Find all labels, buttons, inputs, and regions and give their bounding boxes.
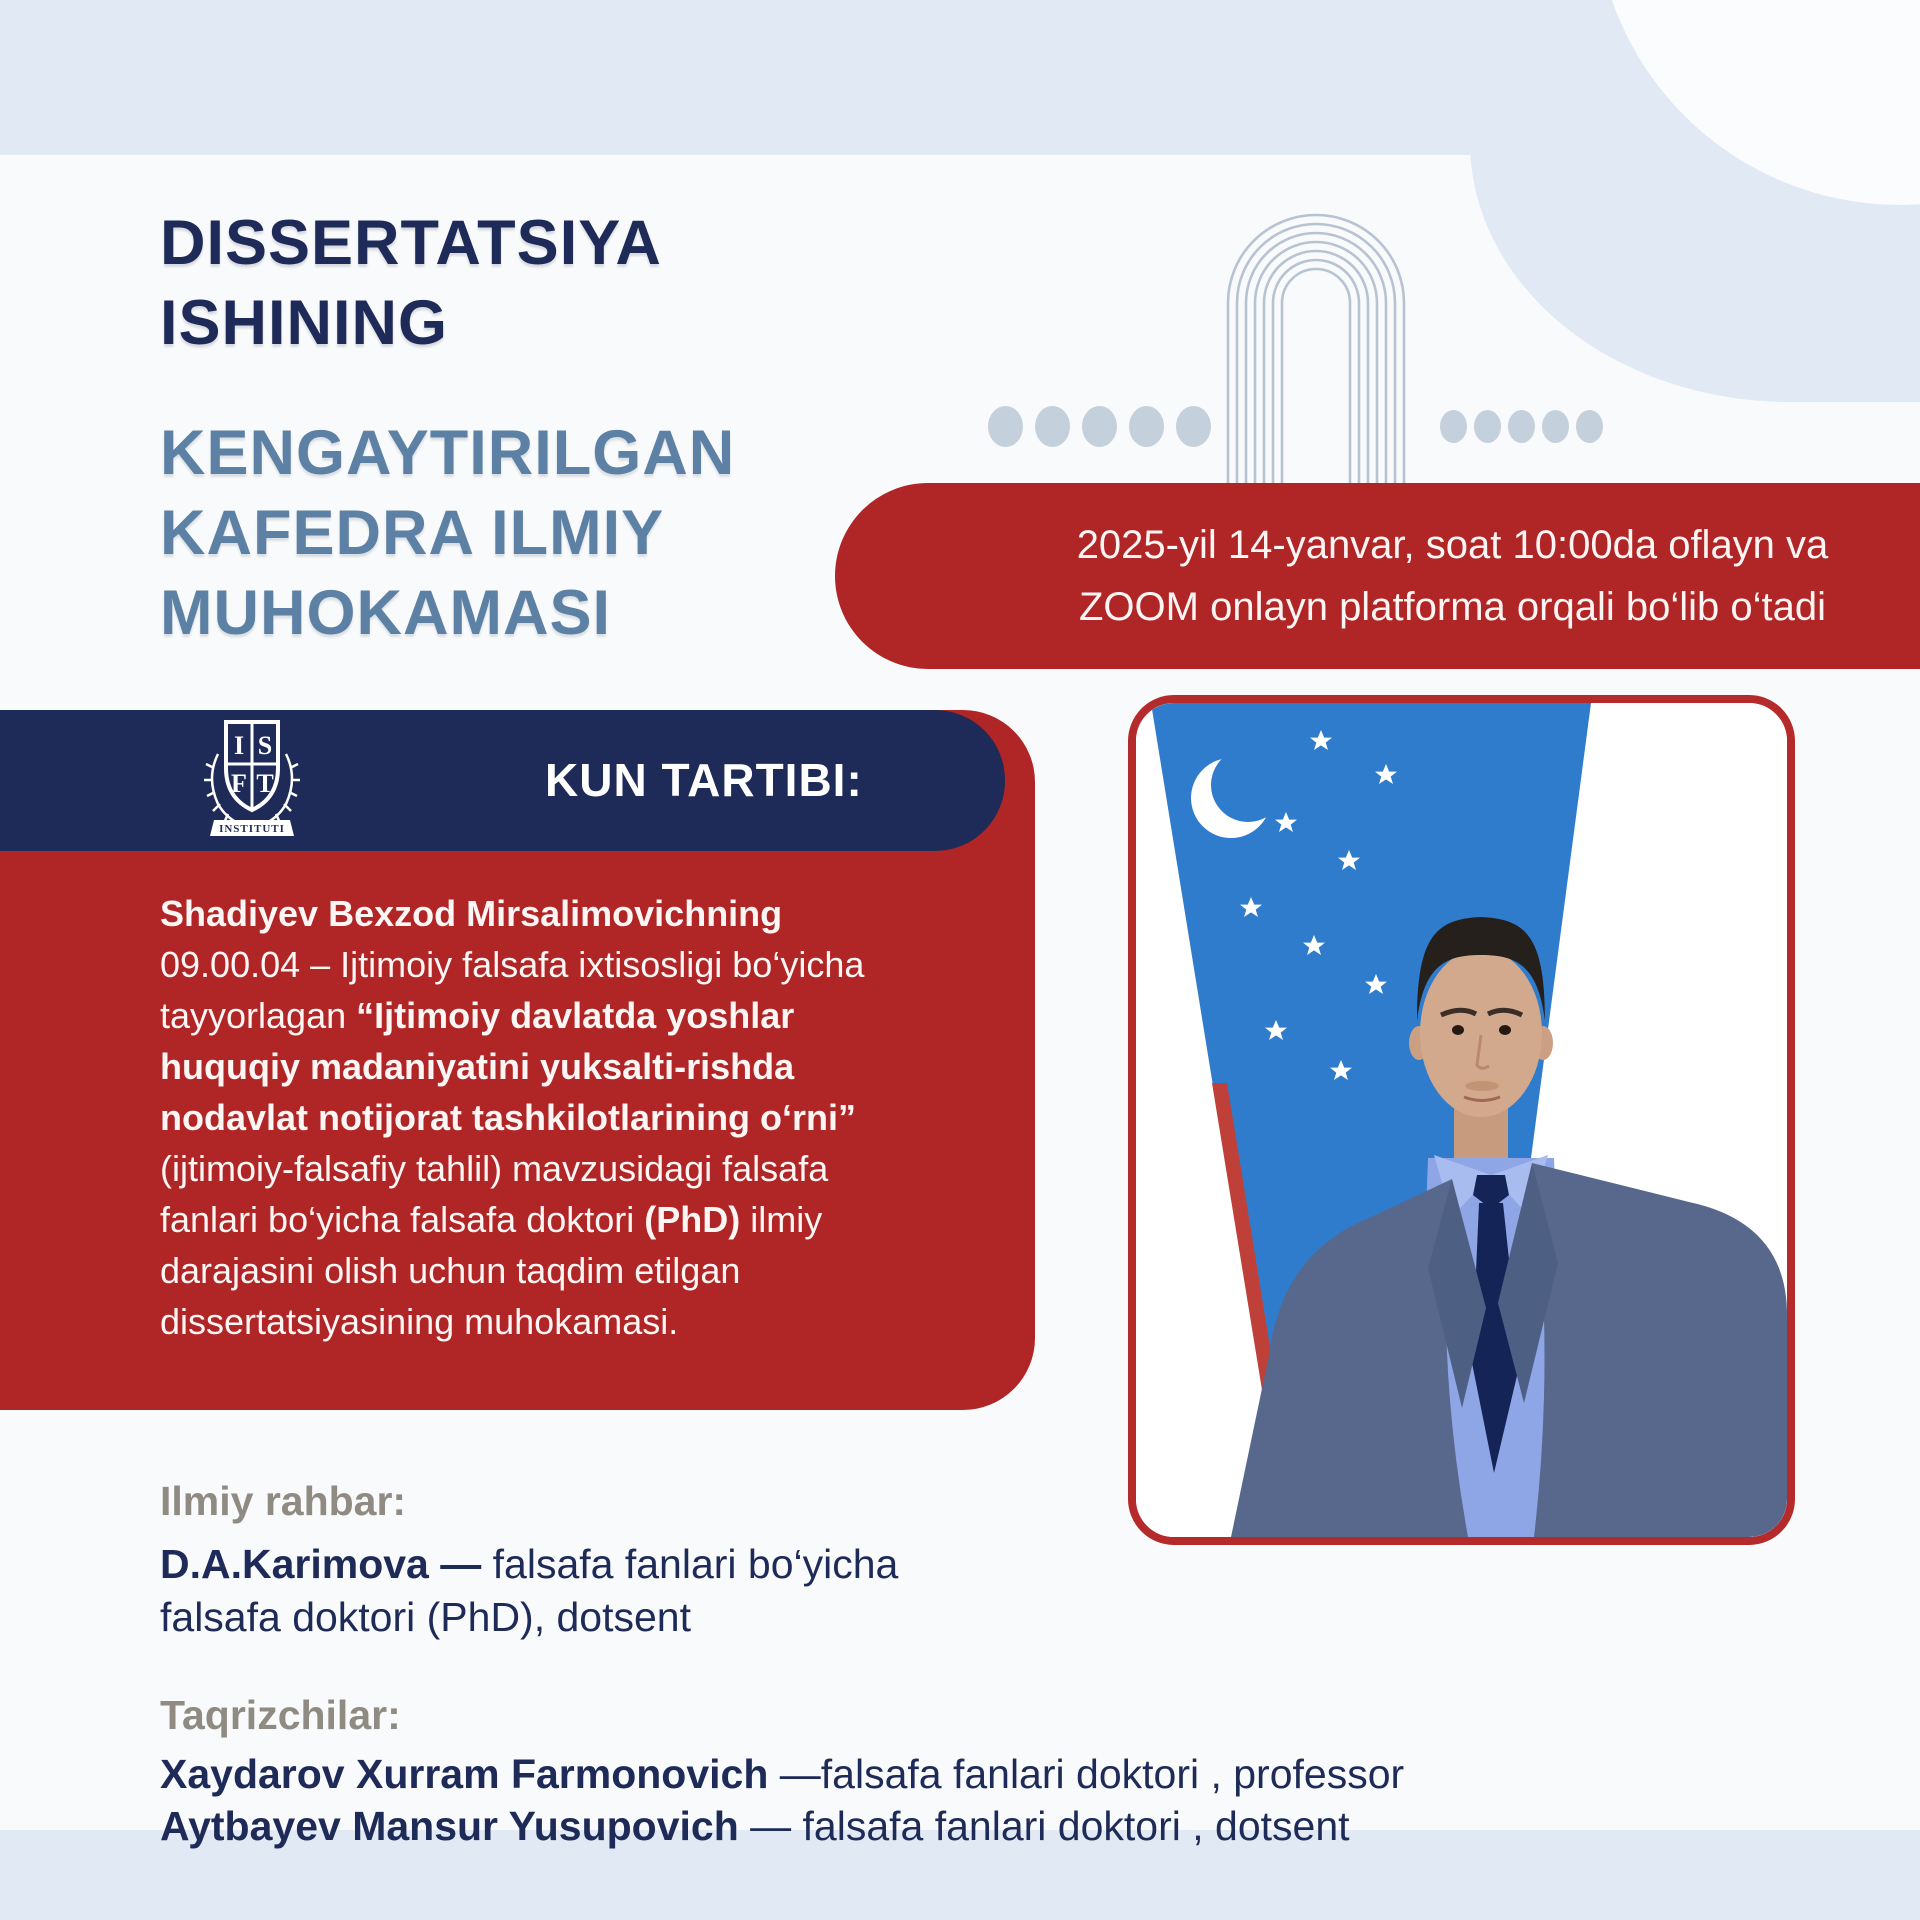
advisor-desc: falsafa fanlari bo‘yicha falsafa doktori (PhD), dotsent [160,1541,899,1640]
reviewer-name: Xaydarov Xurram Farmonovich [160,1751,769,1797]
dot [1035,406,1070,447]
poster-subtitle [160,413,735,653]
logo-letter-s: S [257,731,273,760]
agenda-title: KUN TARTIBI: [545,754,863,806]
dot [1129,406,1164,447]
dot [1176,406,1211,447]
isft-logo [196,716,308,846]
arch-lines-icon [1226,213,1408,483]
advisor-label: Ilmiy rahbar: [160,1478,407,1524]
portrait-photo-frame [1128,695,1795,1545]
decor-dots-left [988,406,1211,447]
subtitle-line-1: KENGAYTIRILGAN [160,418,736,488]
dot [1474,410,1501,443]
advisor-text [160,1538,990,1644]
subtitle-line-2: KAFEDRA ILMIY [160,498,665,568]
poster-title [160,203,662,363]
decor-dots-right [1440,410,1603,443]
dot [988,406,1023,447]
dot [1082,406,1117,447]
dot [1508,410,1535,443]
dot [1576,410,1603,443]
date-banner-line-1: 2025-yil 14-yanvar, soat 10:00da oflayn va [1076,523,1829,567]
reviewer-name: Aytbayev Mansur Yusupovich [160,1803,739,1849]
logo-letter-t: T [256,769,274,798]
dot [1542,410,1569,443]
reviewer-desc: —falsafa fanlari doktori , professor [768,1751,1405,1797]
portrait-photo [1136,703,1787,1537]
title-line-1: DISSERTATSIYA [160,208,662,278]
date-banner-line-2: ZOOM onlayn platforma orqali bo‘lib o‘tadi [1078,585,1826,629]
advisor-name: D.A.Karimova — [160,1541,482,1587]
date-banner [835,483,1920,669]
reviewers-label: Taqrizchilar: [160,1692,401,1738]
subtitle-line-3: MUHOKAMASI [160,578,611,648]
title-line-2: ISHINING [160,288,449,358]
reviewer-desc: — falsafa fanlari doktori , dotsent [738,1803,1350,1849]
logo-ribbon-text: INSTITUTI [219,823,285,835]
reviewer-line [160,1800,1810,1852]
logo-letter-i: I [233,731,245,760]
dot [1440,410,1467,443]
agenda-paragraph: Shadiyev Bexzod Mirsalimovichning 09.00.04 – Ijtimoiy falsafa ixtisosligi bo‘yicha tayyorlagan “Ijtimoiy davlatda yoshlar huquqiy madaniyatini yuksalti-rishda nodavlat notijorat tashkilotlarining o‘rni” (ijtimoiy-falsafiy tahlil) mavzusidagi falsafa fanlari bo‘yicha falsafa doktori (PhD) ilmiy darajasini olish uchun taqdim etilgan dissertatsiyasining muhokamasi. [160,893,865,1342]
logo-letter-f: F [231,769,247,798]
reviewer-line [160,1748,1810,1800]
